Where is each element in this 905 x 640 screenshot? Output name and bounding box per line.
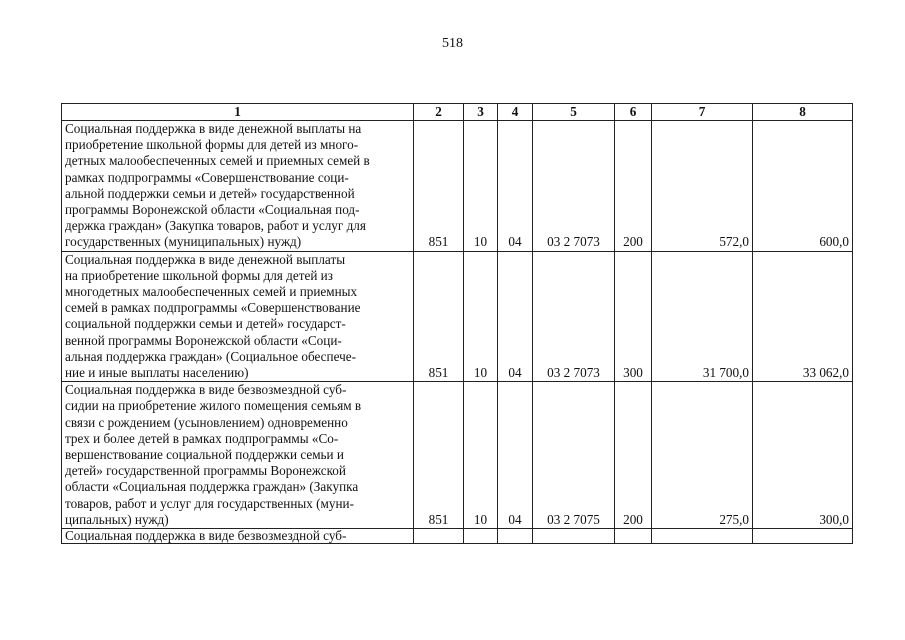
description-line: детей» государственной программы Воронежской: [65, 463, 346, 479]
description-line: венной программы Воронежской области «Соци-: [65, 332, 342, 348]
cell-col7: 572,0: [652, 121, 753, 252]
cell-col6: 200: [615, 382, 652, 529]
column-header-4: 4: [498, 104, 533, 121]
budget-table: [61, 103, 853, 544]
column-header-8: 8: [753, 104, 853, 121]
cell-col5: 03 2 7075: [533, 382, 615, 529]
column-header-2: 2: [414, 104, 464, 121]
cell-col7: [652, 529, 753, 544]
cell-col8: 300,0: [753, 382, 853, 529]
cell-col5: [533, 529, 615, 544]
table-row: [62, 382, 853, 529]
cell-col7: 31 700,0: [652, 251, 753, 382]
description-line: ципальных) нужд): [65, 511, 169, 527]
cell-col6: 200: [615, 121, 652, 252]
column-header-1: 1: [62, 104, 414, 121]
cell-col4: 04: [498, 382, 533, 529]
cell-col8: [753, 529, 853, 544]
description-line: программы Воронежской области «Социальная под-: [65, 202, 360, 218]
description-line: рамках подпрограммы «Совершенствование соци-: [65, 169, 349, 185]
cell-col3: 10: [464, 382, 498, 529]
column-header-6: 6: [615, 104, 652, 121]
description-line: держка граждан» (Закупка товаров, работ и услуг для: [65, 218, 366, 234]
description-line: детных малообеспеченных семей и приемных семей в: [65, 153, 370, 169]
cell-col2: [414, 529, 464, 544]
description-line: Социальная поддержка в виде денежной выплаты на: [65, 121, 362, 136]
cell-col6: 300: [615, 251, 652, 382]
cell-col5: 03 2 7073: [533, 121, 615, 252]
description-line: связи с рождением (усыновлением) одновременно: [65, 414, 348, 430]
table-row-partial: [62, 529, 853, 544]
description-line: семей в рамках подпрограммы «Совершенствование: [65, 300, 361, 316]
description-line: области «Социальная поддержка граждан» (Закупка: [65, 479, 359, 495]
cell-col2: 851: [414, 121, 464, 252]
description-line: ние и иные выплаты населению): [65, 365, 249, 381]
cell-col4: [498, 529, 533, 544]
row-description: [62, 251, 414, 382]
description-line: трех и более детей в рамках подпрограммы «Со-: [65, 430, 339, 446]
description-line: социальной поддержки семьи и детей» государст-: [65, 316, 346, 332]
cell-col8: 600,0: [753, 121, 853, 252]
cell-col7: 275,0: [652, 382, 753, 529]
description-line: альной поддержки семьи и детей» государственной: [65, 185, 355, 201]
cell-col4: 04: [498, 251, 533, 382]
column-header-3: 3: [464, 104, 498, 121]
header-row: [62, 104, 853, 121]
description-line: сидии на приобретение жилого помещения семьям в: [65, 398, 362, 414]
description-line: приобретение школьной формы для детей из много-: [65, 137, 359, 153]
description-line: многодетных малообеспеченных семей и приемных: [65, 284, 358, 300]
row-description: [62, 382, 414, 529]
table-row: [62, 121, 853, 252]
cell-col3: 10: [464, 251, 498, 382]
table-row: [62, 251, 853, 382]
cell-col8: 33 062,0: [753, 251, 853, 382]
description-line: товаров, работ и услуг для государственных (муни-: [65, 495, 354, 511]
column-header-5: 5: [533, 104, 615, 121]
page-number: 518: [442, 36, 463, 51]
description-line: альная поддержка граждан» (Социальное обеспече-: [65, 348, 356, 364]
cell-col3: 10: [464, 121, 498, 252]
description-line: на приобретение школьной формы для детей из: [65, 267, 333, 283]
cell-col3: [464, 529, 498, 544]
cell-col2: 851: [414, 251, 464, 382]
column-header-7: 7: [652, 104, 753, 121]
cell-col6: [615, 529, 652, 544]
cell-col5: 03 2 7073: [533, 251, 615, 382]
row-description: Социальная поддержка в виде безвозмездной суб-: [62, 529, 414, 544]
cell-col2: 851: [414, 382, 464, 529]
row-description: [62, 121, 414, 252]
description-line: Социальная поддержка в виде денежной выплаты: [65, 251, 346, 267]
description-line: государственных (муниципальных) нужд): [65, 234, 302, 250]
description-line: вершенствование социальной поддержки семьи и: [65, 447, 344, 463]
description-line: Социальная поддержка в виде безвозмездной суб-: [65, 382, 347, 398]
cell-col4: 04: [498, 121, 533, 252]
